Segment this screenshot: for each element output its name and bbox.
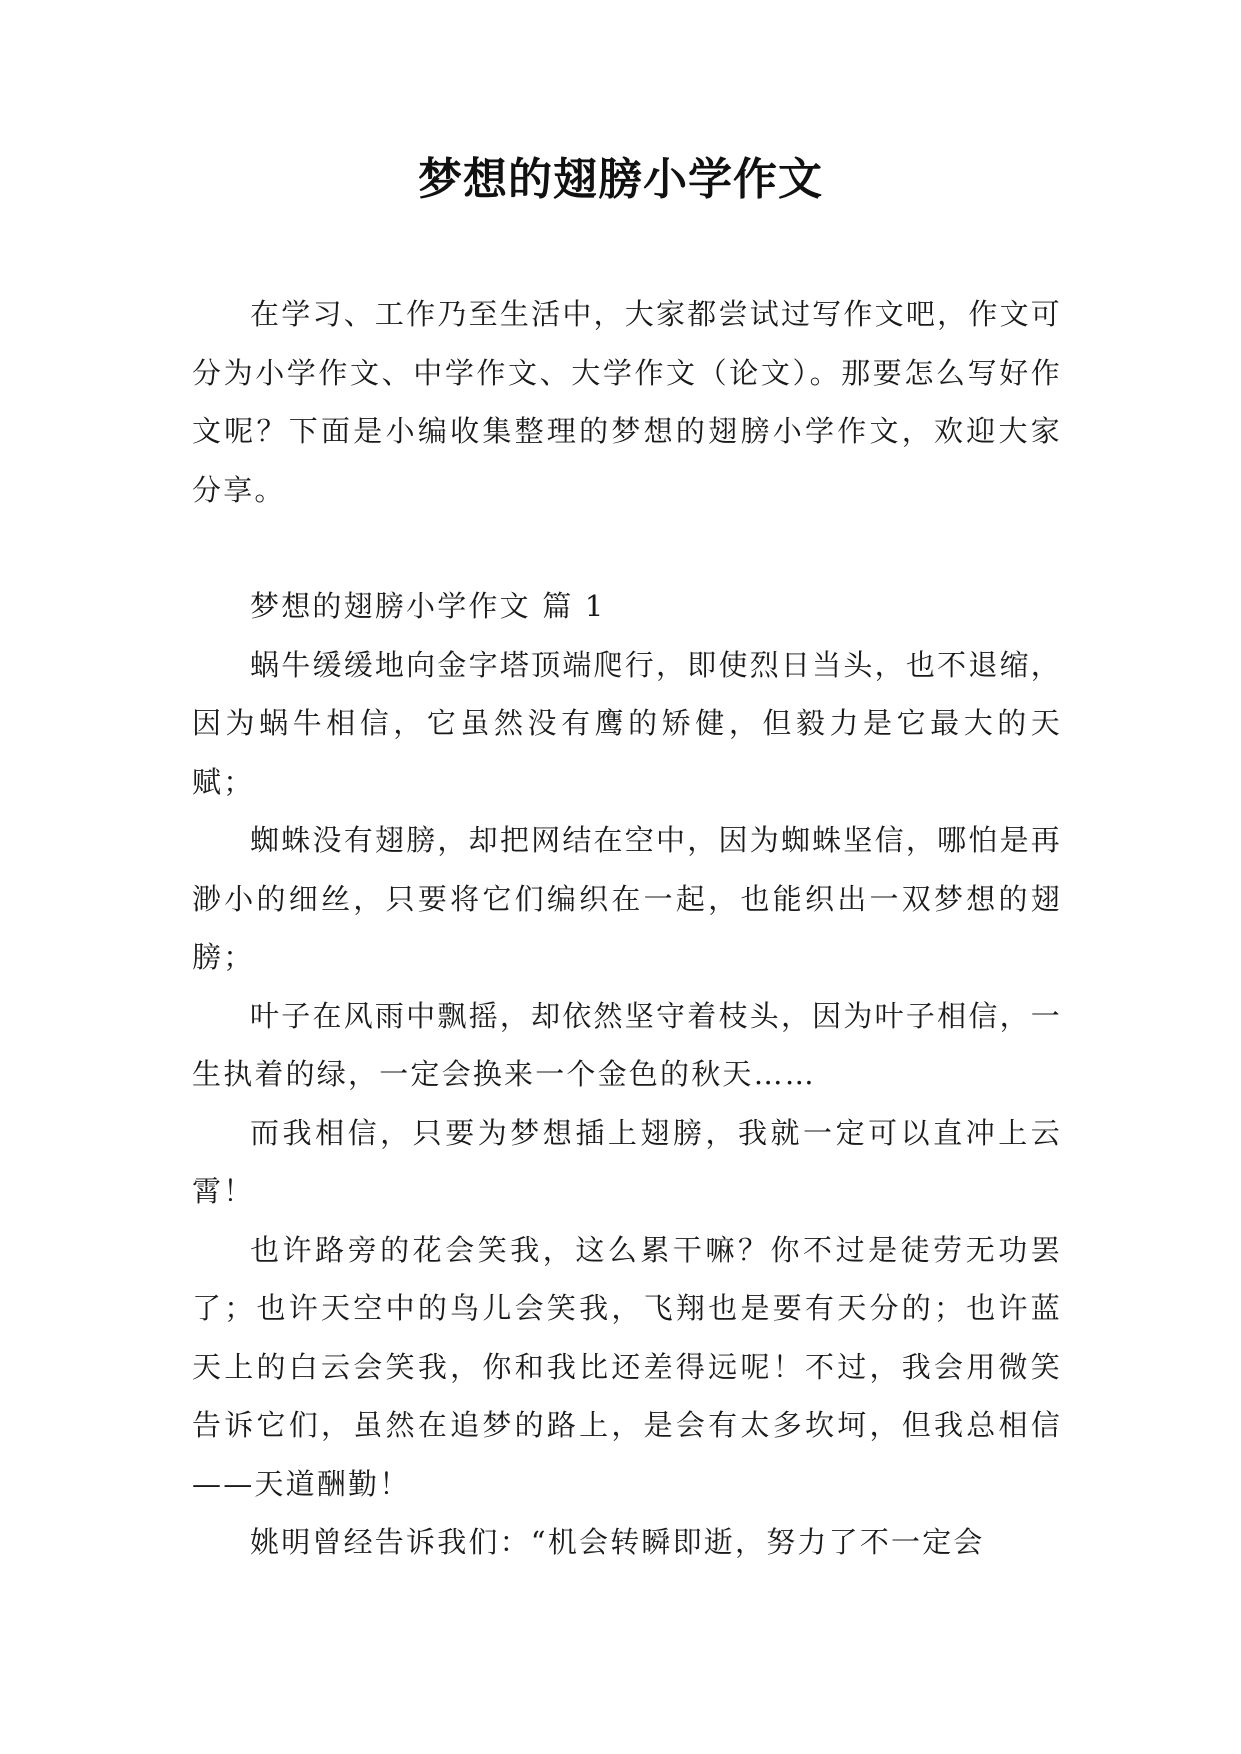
document-title: 梦想的翅膀小学作文 bbox=[418, 154, 823, 205]
body-paragraph: 而我相信，只要为梦想插上翅膀，我就一定可以直冲上云霄！ bbox=[192, 1115, 1062, 1208]
document-body bbox=[192, 285, 1062, 1572]
intro-paragraph: 在学习、工作乃至生活中，大家都尝试过写作文吧，作文可分为小学作文、中学作文、大学作文（论文）。那要怎么写好作文呢？下面是小编收集整理的梦想的翅膀小学作文，欢迎大家分享。 bbox=[192, 297, 1062, 507]
body-paragraph: 蜗牛缓缓地向金字塔顶端爬行，即使烈日当头，也不退缩，因为蜗牛相信，它虽然没有鹰的矫健，但毅力是它最大的天赋； bbox=[192, 647, 1062, 799]
body-paragraph: 也许路旁的花会笑我，这么累干嘛？你不过是徒劳无功罢了；也许天空中的鸟儿会笑我，飞翔也是要有天分的；也许蓝天上的白云会笑我，你和我比还差得远呢！不过，我会用微笑告诉它们，虽然在追梦的路上，是会有太多坎坷，但我总相信——天道酬勤！ bbox=[192, 1232, 1062, 1501]
body-paragraph: 叶子在风雨中飘摇，却依然坚守着枝头，因为叶子相信，一生执着的绿，一定会换来一个金色的秋天…… bbox=[192, 998, 1062, 1091]
body-paragraph: 姚明曾经告诉我们：“机会转瞬即逝，努力了不一定会 bbox=[250, 1525, 985, 1559]
body-paragraph: 蜘蛛没有翅膀，却把网结在空中，因为蜘蛛坚信，哪怕是再渺小的细丝，只要将它们编织在一起，也能织出一双梦想的翅膀； bbox=[192, 823, 1062, 974]
section-heading: 梦想的翅膀小学作文 篇 1 bbox=[250, 589, 606, 623]
